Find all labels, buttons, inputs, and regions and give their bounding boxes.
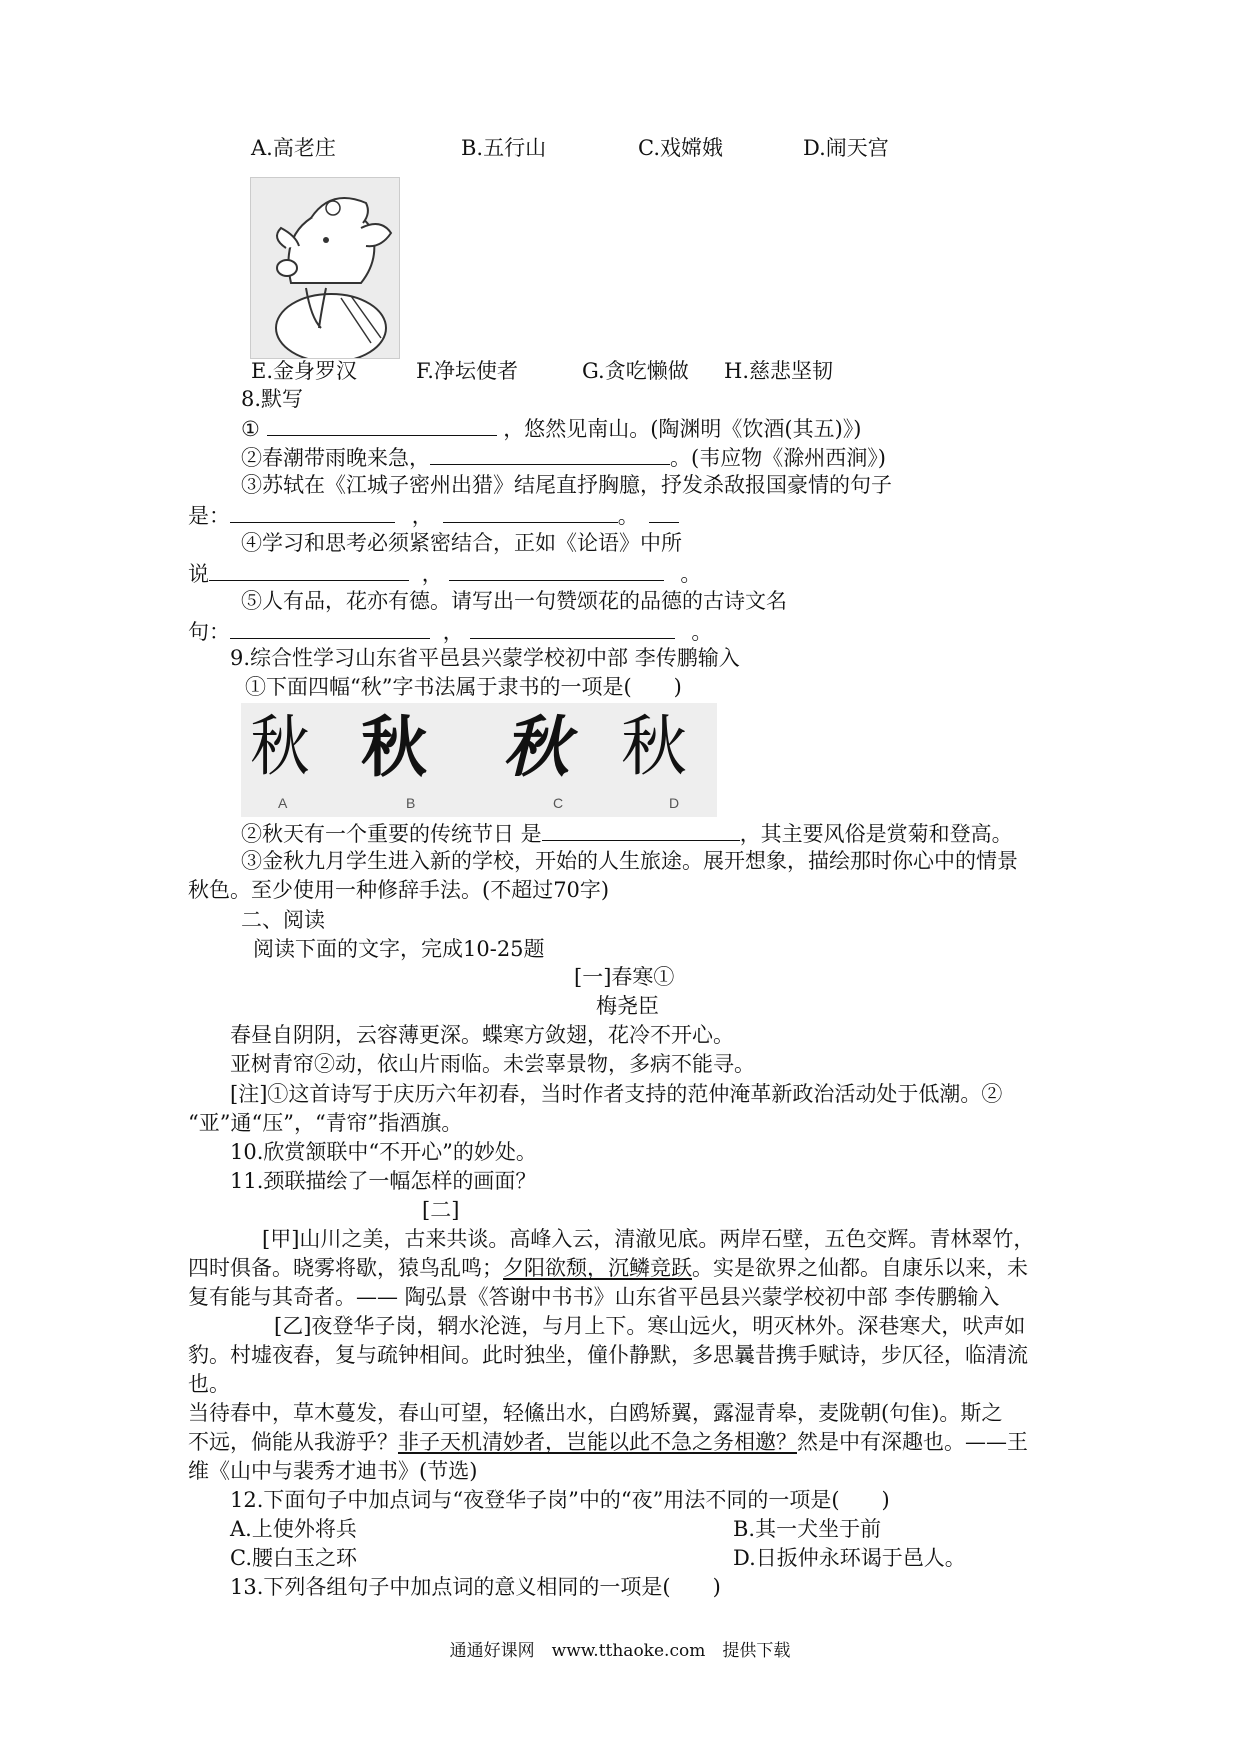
q8-l4-comma: ，	[421, 562, 443, 586]
q7-option-b: B.五行山	[461, 136, 547, 160]
q8-line-2	[241, 442, 886, 472]
q13: 13.下列各组句子中加点词的意义相同的一项是( )	[230, 1575, 721, 1599]
q8-l3-comma: ，	[411, 504, 433, 528]
yi-line-4: 当待春中，草木蔓发，春山可望，轻鯈出水，白鸥矫翼，露湿青皋，麦陇朝(句隹)。斯之	[188, 1401, 1003, 1425]
q7-option-g: G.贪吃懒做	[582, 359, 689, 383]
q8-line-3: ③苏轼在《江城子密州出猎》结尾直抒胸臆，抒发杀敌报国豪情的句子	[241, 473, 892, 497]
yi-l5-end: 然是中有深趣也。——王	[797, 1430, 1028, 1454]
q7-option-f: F.净坛使者	[416, 359, 518, 383]
yi-l5-start: 不远，倘能从我游乎？	[188, 1430, 398, 1454]
jia-line-1: [甲]山川之美，古来共谈。高峰入云，清澈见底。两岸石壁，五色交辉。青林翠竹，	[262, 1227, 1035, 1251]
q8-blank-4a[interactable]	[209, 558, 409, 581]
q8-l1-prefix: ①	[241, 417, 260, 441]
reading-section-title: 二、阅读	[241, 908, 325, 932]
q7-option-d: D.闹天宫	[803, 136, 889, 160]
poem-line-2: 亚树青帘②动，依山片雨临。未尝辜景物，多病不能寻。	[230, 1052, 755, 1076]
yi-l5-underlined: 非子天机清妙者，岂能以此不急之务相邀？	[398, 1430, 797, 1454]
q8-line-4: ④学习和思考必须紧密结合，正如《论语》中所	[241, 531, 682, 555]
jia-line-2	[188, 1254, 1028, 1282]
q8-l2-suffix: 。(韦应物《滁州西涧》)	[670, 446, 886, 470]
q8-line-5: ⑤人有品，花亦有德。请写出一句赞颂花的品德的古诗文名	[241, 589, 787, 613]
q8-l2-prefix: ②春潮带雨晚来急，	[241, 446, 430, 470]
poem-line-1: 春昼自阴阴，云容薄更深。蝶寒方敛翅，花冷不开心。	[230, 1023, 734, 1047]
calligraphy-label-a: A	[278, 795, 288, 811]
q8-l5-period: 。	[691, 620, 713, 644]
jia-l2-end: 。实是欲界之仙都。自康乐以来，未	[692, 1256, 1028, 1280]
q7-option-a: A.高老庄	[251, 136, 336, 160]
q9-sub-1: ①下面四幅“秋”字书法属于隶书的一项是( )	[245, 675, 682, 699]
q9-blank-festival[interactable]	[542, 818, 740, 841]
q8-l3-label: 是：	[188, 504, 230, 528]
q8-line-4-cont	[188, 558, 701, 588]
q8-line-5-cont	[188, 616, 712, 646]
page-footer: 通通好课网 www.tthaoke.com 提供下载	[449, 1641, 791, 1661]
poem-author: 梅尧臣	[596, 994, 659, 1018]
q8-blank-3c	[649, 500, 679, 523]
q12-option-b: B.其一犬坐于前	[733, 1517, 882, 1541]
yi-line-1: [乙]夜登华子岗，辋水沦涟，与月上下。寒山远火，明灭林外。深巷寒犬，吠声如	[274, 1314, 1026, 1338]
calligraphy-label-d: D	[669, 795, 680, 811]
q9-sub-2	[241, 818, 1013, 848]
q7-option-e: E.金身罗汉	[251, 359, 358, 383]
q8-l5-comma: ，	[442, 620, 464, 644]
q12-option-c: C.腰白玉之环	[230, 1546, 357, 1570]
q9-s2-prefix: ②秋天有一个重要的传统节日 是	[241, 822, 542, 846]
calligraphy-char-d: 秋	[621, 708, 687, 785]
poem-note-1: [注]①这首诗写于庆历六年初春，当时作者支持的范仲淹革新政治活动处于低潮。②	[230, 1082, 1003, 1106]
q12: 12.下面句子中加点词与“夜登华子岗”中的“夜”用法不同的一项是( )	[230, 1488, 890, 1512]
pig-monk-icon	[251, 178, 399, 358]
calligraphy-char-b: 秋	[361, 708, 427, 786]
jia-l2-start: 四时俱备。晓雾将歇，猿鸟乱鸣；	[188, 1256, 503, 1280]
q8-blank-5a[interactable]	[230, 616, 430, 639]
q7-option-c: C.戏嫦娥	[638, 136, 723, 160]
calligraphy-label-b: B	[406, 795, 416, 811]
q8-line-3-cont	[188, 500, 679, 530]
q8-l5-label: 句：	[188, 620, 230, 644]
q8-line-1	[241, 413, 861, 443]
calligraphy-char-c: 秋	[503, 708, 569, 786]
q8-blank-1[interactable]	[267, 413, 497, 436]
q8-l1-suffix: ，悠然见南山。(陶渊明《饮酒(其五)》)	[503, 417, 862, 441]
q9-sub-3-cont: 秋色。至少使用一种修辞手法。(不超过70字)	[188, 878, 610, 902]
reading-instruction: 阅读下面的文字，完成10-25题	[253, 937, 545, 961]
jia-l2-underlined: 夕阳欲颓，沉鳞竞跃	[503, 1256, 692, 1280]
yi-line-2: 豹。村墟夜舂，复与疏钟相间。此时独坐，僮仆静默，多思曩昔携手赋诗，步仄径，临清流	[188, 1343, 1028, 1367]
q9-title: 9.综合性学习山东省平邑县兴蒙学校初中部 李传鹏输入	[230, 646, 740, 670]
yi-line-6: 维《山中与裴秀才迪书》(节选)	[188, 1459, 478, 1483]
calligraphy-image	[241, 703, 717, 817]
poem-note-2: “亚”通“压”，“青帘”指酒旗。	[188, 1111, 463, 1135]
q8-title: 8.默写	[241, 387, 304, 411]
q10: 10.欣赏颔联中“不开心”的妙处。	[230, 1140, 537, 1164]
pig-monk-image	[250, 177, 400, 359]
q8-blank-2[interactable]	[430, 442, 670, 465]
q8-l3-period: 。	[617, 504, 639, 528]
q8-l4-period: 。	[680, 562, 702, 586]
q9-sub-3: ③金秋九月学生进入新的学校，开始的人生旅途。展开想象，描绘那时你心中的情景	[241, 849, 1018, 873]
yi-line-3: 也。	[188, 1372, 230, 1396]
q11: 11.颈联描绘了一幅怎样的画面？	[230, 1169, 537, 1193]
calligraphy-char-a: 秋	[250, 708, 310, 785]
yi-line-5	[188, 1428, 1028, 1456]
q8-blank-5b[interactable]	[470, 616, 675, 639]
poem-title: [一]春寒①	[574, 965, 675, 989]
q7-option-h: H.慈悲坚韧	[724, 359, 833, 383]
part2-title: [二]	[422, 1198, 460, 1222]
q12-option-a: A.上使外将兵	[230, 1517, 357, 1541]
q12-option-d: D.日扳仲永环谒于邑人。	[733, 1546, 966, 1570]
q8-blank-3b[interactable]	[443, 500, 618, 523]
q8-blank-3a[interactable]	[230, 500, 395, 523]
calligraphy-label-c: C	[553, 795, 564, 811]
q8-blank-4b[interactable]	[449, 558, 664, 581]
q9-s2-suffix: ，其主要风俗是赏菊和登高。	[739, 822, 1013, 846]
q8-l4-label: 说	[188, 562, 209, 586]
jia-line-3: 复有能与其奇者。—— 陶弘景《答谢中书书》山东省平邑县兴蒙学校初中部 李传鹏输入	[188, 1285, 1000, 1309]
